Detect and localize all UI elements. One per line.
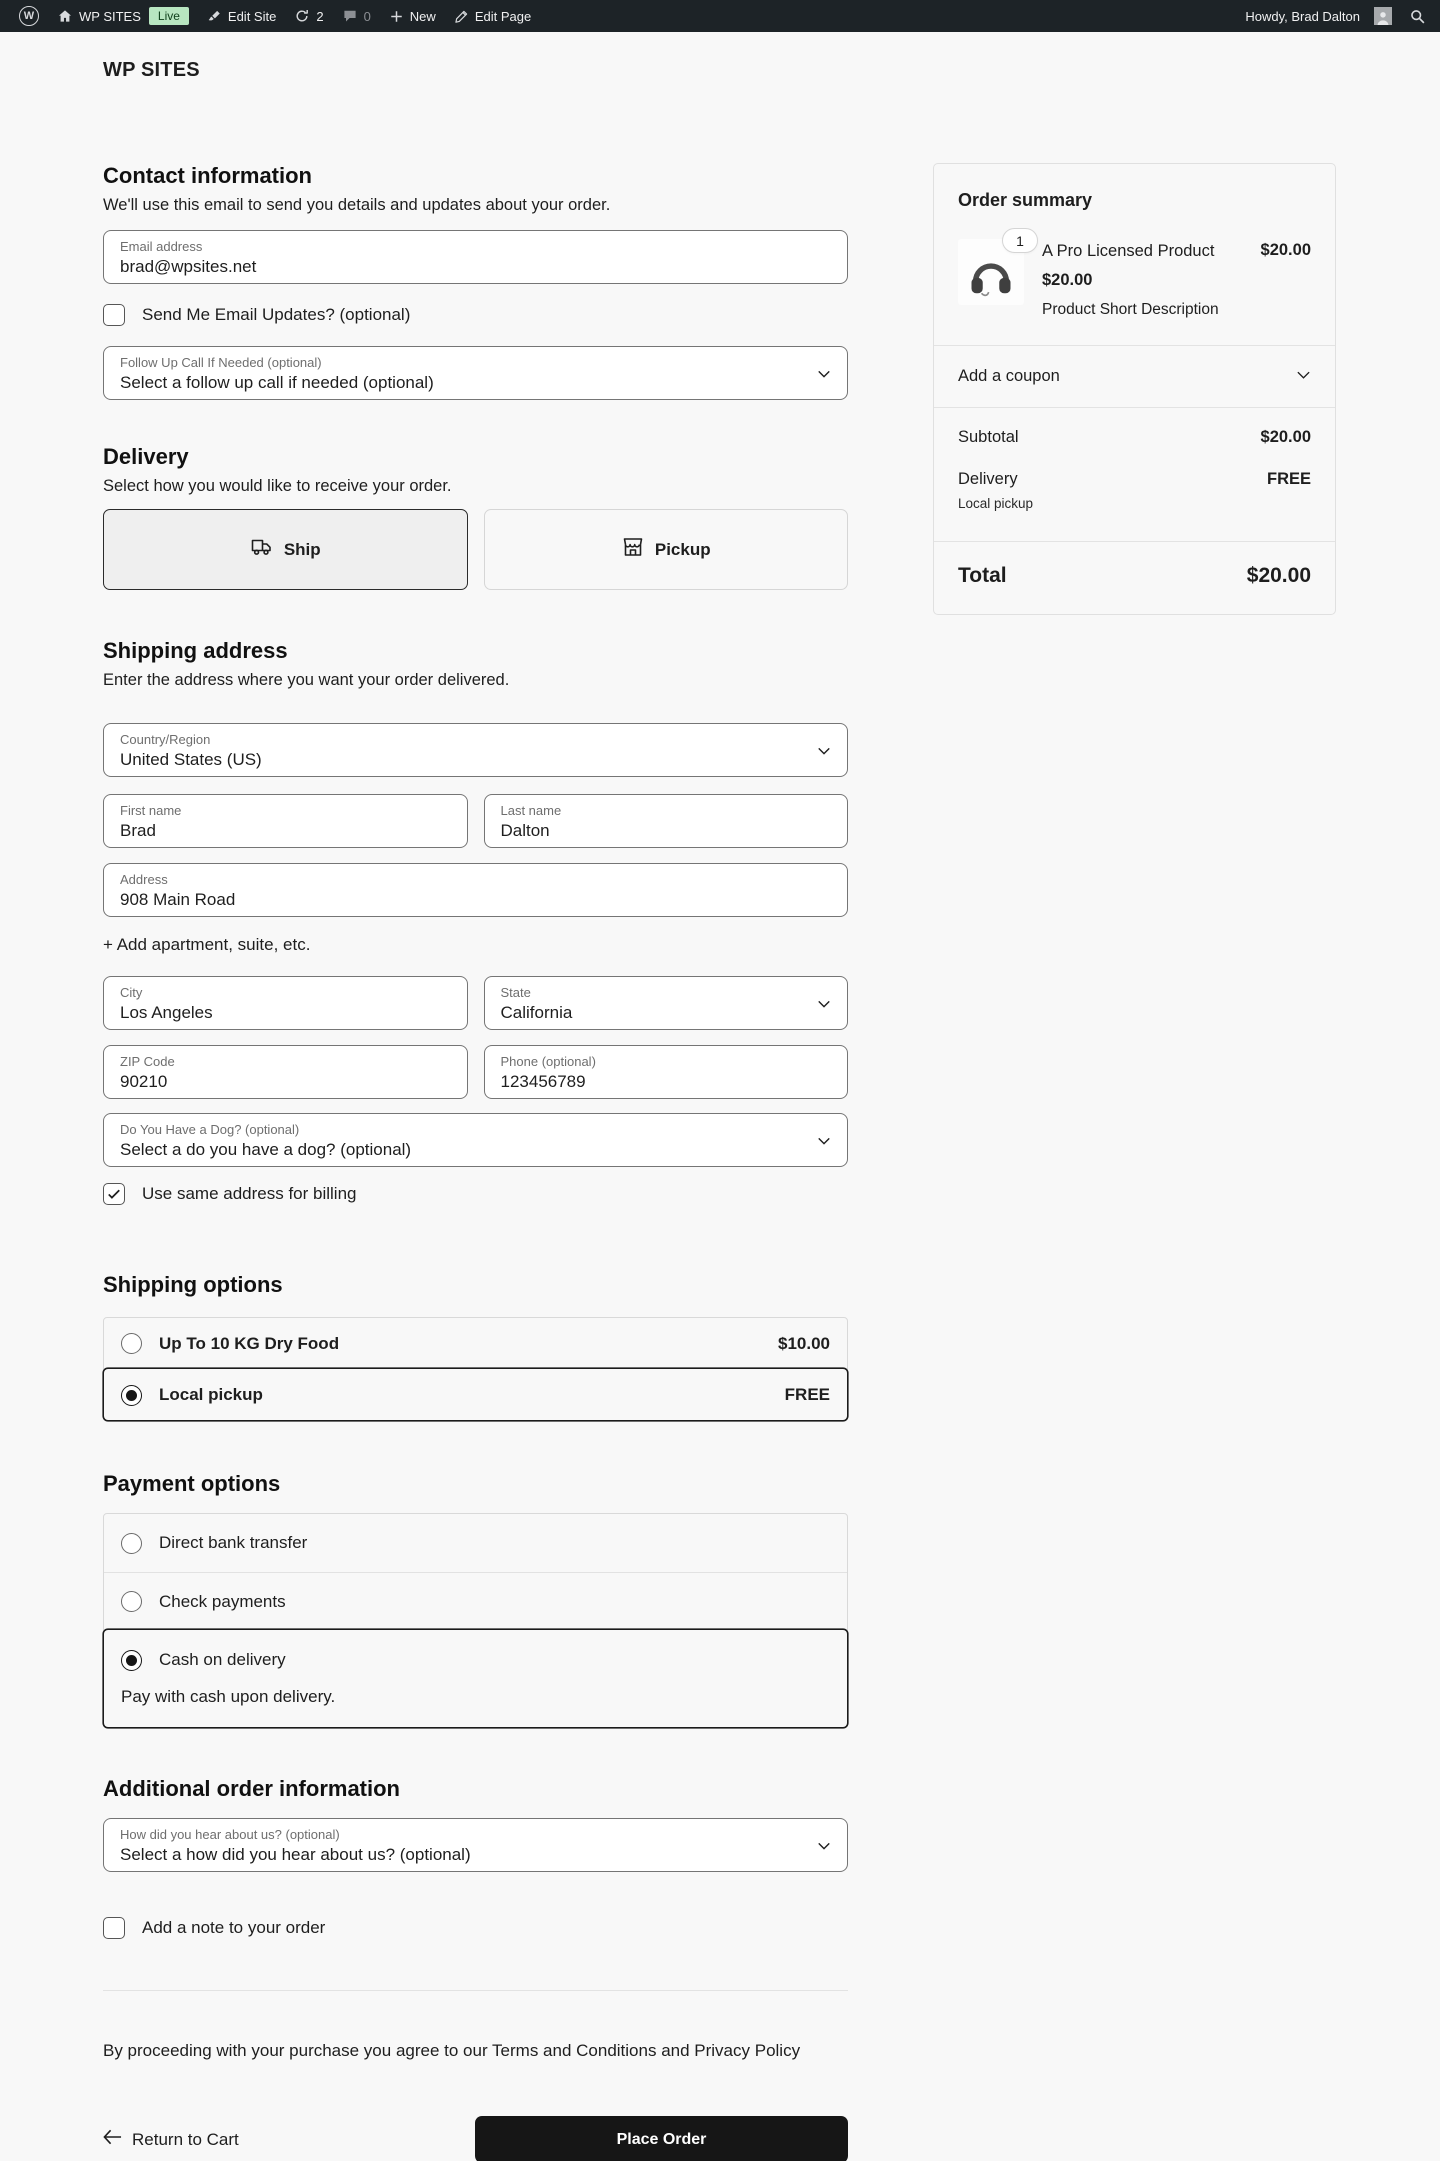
contact-description: We'll use this email to send you details and updates about your order.	[103, 196, 611, 214]
live-badge: Live	[149, 7, 189, 25]
phone-field[interactable]	[484, 1045, 849, 1099]
shipping-option-price: FREE	[784, 1385, 830, 1404]
brush-icon	[207, 9, 222, 24]
edit-site-label: Edit Site	[227, 8, 277, 24]
shipping-address-description: Enter the address where you want your order delivered.	[103, 671, 510, 689]
howdy-label: Howdy, Brad Dalton	[1245, 8, 1360, 24]
payment-option-check[interactable]	[104, 1572, 847, 1630]
total-label: Total	[958, 564, 1007, 587]
wp-admin-bar	[0, 0, 1440, 32]
payment-option-label: Check payments	[159, 1591, 286, 1611]
payment-option-bank-transfer[interactable]	[104, 1514, 847, 1572]
follow-up-label: Follow Up Call If Needed (optional)	[120, 354, 322, 370]
checkmark-icon	[107, 1188, 121, 1200]
product-unit-price: $20.00	[1042, 271, 1093, 289]
last-name-value: Dalton	[500, 820, 550, 840]
total-value: $20.00	[1246, 564, 1311, 587]
zip-value: 90210	[120, 1071, 168, 1091]
dog-label: Do You Have a Dog? (optional)	[120, 1121, 300, 1137]
order-summary-heading: Order summary	[958, 190, 1093, 210]
delivery-method-note: Local pickup	[958, 496, 1034, 511]
shipping-option-dry-food[interactable]	[104, 1318, 847, 1369]
shipping-address-heading: Shipping address	[103, 638, 288, 663]
contact-heading: Contact information	[103, 163, 312, 188]
terms-text	[103, 2040, 848, 2062]
email-updates-label: Send Me Email Updates? (optional)	[142, 305, 411, 324]
delivery-heading: Delivery	[103, 444, 189, 469]
product-line-price: $20.00	[1260, 241, 1311, 259]
return-to-cart-link[interactable]	[103, 2129, 239, 2150]
site-menu[interactable]	[48, 0, 198, 32]
plus-icon	[389, 9, 404, 24]
subtotal-value: $20.00	[1260, 428, 1311, 446]
site-name: WP SITES	[79, 8, 141, 24]
updates-icon	[294, 8, 310, 24]
shipping-options-heading: Shipping options	[103, 1272, 283, 1297]
updates-menu[interactable]	[285, 0, 332, 32]
billing-same-label: Use same address for billing	[142, 1184, 357, 1203]
wordpress-logo-icon: W	[19, 6, 39, 26]
search-icon	[1409, 8, 1426, 25]
edit-site-menu[interactable]	[198, 0, 285, 32]
chevron-down-icon	[817, 1134, 831, 1152]
shipping-option-label: Up To 10 KG Dry Food	[159, 1333, 340, 1353]
address-label: Address	[120, 871, 168, 887]
shipping-option-price: $10.00	[778, 1333, 830, 1353]
payment-option-cash-on-delivery[interactable]	[104, 1630, 847, 1727]
billing-same-checkbox-row[interactable]	[103, 1183, 848, 1205]
new-label: New	[409, 8, 436, 24]
radio-unselected-icon[interactable]	[121, 1591, 142, 1612]
edit-page-label: Edit Page	[474, 8, 532, 24]
address-value: 908 Main Road	[120, 889, 236, 909]
email-label: Email address	[120, 238, 203, 254]
chevron-down-icon	[817, 997, 831, 1015]
store-icon	[621, 535, 645, 564]
email-updates-checkbox-row[interactable]	[103, 304, 848, 326]
last-name-label: Last name	[500, 802, 562, 818]
truck-icon	[250, 535, 274, 564]
ship-toggle-button[interactable]	[103, 509, 468, 590]
place-order-button[interactable]: Place Order	[475, 2116, 848, 2161]
shipping-option-local-pickup[interactable]	[104, 1369, 847, 1420]
payment-options-heading: Payment options	[103, 1471, 281, 1496]
address-field[interactable]	[103, 863, 848, 917]
first-name-field[interactable]	[103, 794, 468, 848]
wp-logo-menu[interactable]	[10, 0, 48, 32]
pencil-icon	[454, 9, 469, 24]
last-name-field[interactable]	[484, 794, 849, 848]
privacy-link[interactable]: Privacy Policy	[694, 2041, 801, 2060]
edit-page-menu[interactable]	[445, 0, 540, 32]
home-icon	[57, 8, 73, 24]
radio-selected-icon[interactable]	[121, 1385, 142, 1406]
zip-label: ZIP Code	[120, 1053, 175, 1069]
state-value: California	[500, 1002, 573, 1022]
chevron-down-icon	[1296, 367, 1311, 386]
add-coupon-toggle[interactable]	[934, 346, 1335, 407]
city-label: City	[120, 984, 143, 1000]
account-menu[interactable]	[1236, 0, 1400, 32]
delivery-total-value: FREE	[1266, 470, 1311, 488]
subtotal-label: Subtotal	[958, 428, 1019, 446]
avatar	[1374, 7, 1392, 25]
payment-option-description: Pay with cash upon delivery.	[121, 1687, 336, 1706]
add-coupon-label: Add a coupon	[958, 367, 1060, 385]
comments-count: 0	[363, 8, 371, 24]
state-select[interactable]	[484, 976, 849, 1030]
new-content-menu[interactable]	[380, 0, 445, 32]
order-summary-panel	[933, 163, 1336, 615]
updates-count: 2	[316, 8, 324, 24]
order-item-row	[934, 215, 1335, 345]
hear-about-select[interactable]	[103, 1818, 848, 1872]
add-apartment-link[interactable]: + Add apartment, suite, etc.	[103, 935, 311, 954]
subtotal-row	[958, 428, 1311, 447]
chevron-down-icon	[817, 367, 831, 385]
billing-same-checkbox[interactable]	[103, 1183, 125, 1205]
pickup-label: Pickup	[654, 539, 711, 559]
shipping-option-label: Local pickup	[159, 1385, 263, 1404]
dog-value: Select a do you have a dog? (optional)	[120, 1139, 412, 1159]
search-button[interactable]	[1400, 0, 1426, 32]
product-name: A Pro Licensed Product	[1042, 242, 1215, 260]
terms-prefix: By proceeding with your purchase you agree to our	[103, 2041, 493, 2060]
quantity-badge: 1	[1002, 228, 1038, 253]
follow-up-value: Select a follow up call if needed (optional)	[120, 372, 434, 392]
first-name-label: First name	[120, 802, 182, 818]
first-name-value: Brad	[120, 820, 156, 840]
dog-select[interactable]	[103, 1113, 848, 1167]
zip-field[interactable]	[103, 1045, 468, 1099]
hear-about-label: How did you hear about us? (optional)	[120, 1826, 340, 1842]
ship-label: Ship	[283, 539, 321, 559]
total-row	[934, 542, 1335, 614]
phone-value: 123456789	[500, 1071, 586, 1091]
radio-unselected-icon[interactable]	[121, 1333, 142, 1354]
page-title: WP SITES	[103, 59, 200, 81]
payment-option-label: Cash on delivery	[159, 1650, 286, 1669]
divider	[103, 1990, 848, 1991]
chevron-down-icon	[817, 1839, 831, 1857]
city-value: Los Angeles	[120, 1002, 213, 1022]
terms-link[interactable]: Terms and Conditions	[492, 2041, 657, 2060]
return-to-cart-label: Return to Cart	[132, 2129, 239, 2149]
pickup-toggle-button[interactable]	[484, 509, 849, 590]
headphones-image	[965, 246, 1017, 298]
comments-icon	[342, 8, 358, 24]
payment-option-label: Direct bank transfer	[159, 1533, 308, 1552]
delivery-description: Select how you would like to receive your order.	[103, 477, 452, 495]
email-updates-checkbox[interactable]	[103, 304, 125, 326]
delivery-total-label: Delivery	[958, 470, 1018, 488]
phone-label: Phone (optional)	[500, 1053, 596, 1069]
chevron-down-icon	[817, 744, 831, 762]
radio-selected-icon[interactable]	[121, 1650, 142, 1671]
city-field[interactable]	[103, 976, 468, 1030]
state-label: State	[500, 984, 531, 1000]
checkout-form	[103, 81, 848, 2161]
radio-unselected-icon[interactable]	[121, 1533, 142, 1554]
product-short-description: Product Short Description	[1042, 301, 1219, 318]
country-label: Country/Region	[120, 731, 211, 747]
order-note-checkbox-row[interactable]	[103, 1917, 848, 1939]
country-value: United States (US)	[120, 749, 262, 769]
hear-about-value: Select a how did you hear about us? (optional)	[120, 1844, 471, 1864]
follow-up-select[interactable]	[103, 346, 848, 400]
country-select[interactable]	[103, 723, 848, 777]
comments-menu[interactable]	[333, 0, 380, 32]
arrow-left-icon	[103, 2129, 122, 2150]
additional-info-heading: Additional order information	[103, 1776, 400, 1801]
order-note-label: Add a note to your order	[142, 1918, 326, 1937]
order-note-checkbox[interactable]	[103, 1917, 125, 1939]
email-field[interactable]	[103, 230, 848, 284]
delivery-total-row	[958, 470, 1311, 489]
terms-middle: and	[656, 2041, 695, 2060]
email-value: brad@wpsites.net	[120, 256, 257, 276]
